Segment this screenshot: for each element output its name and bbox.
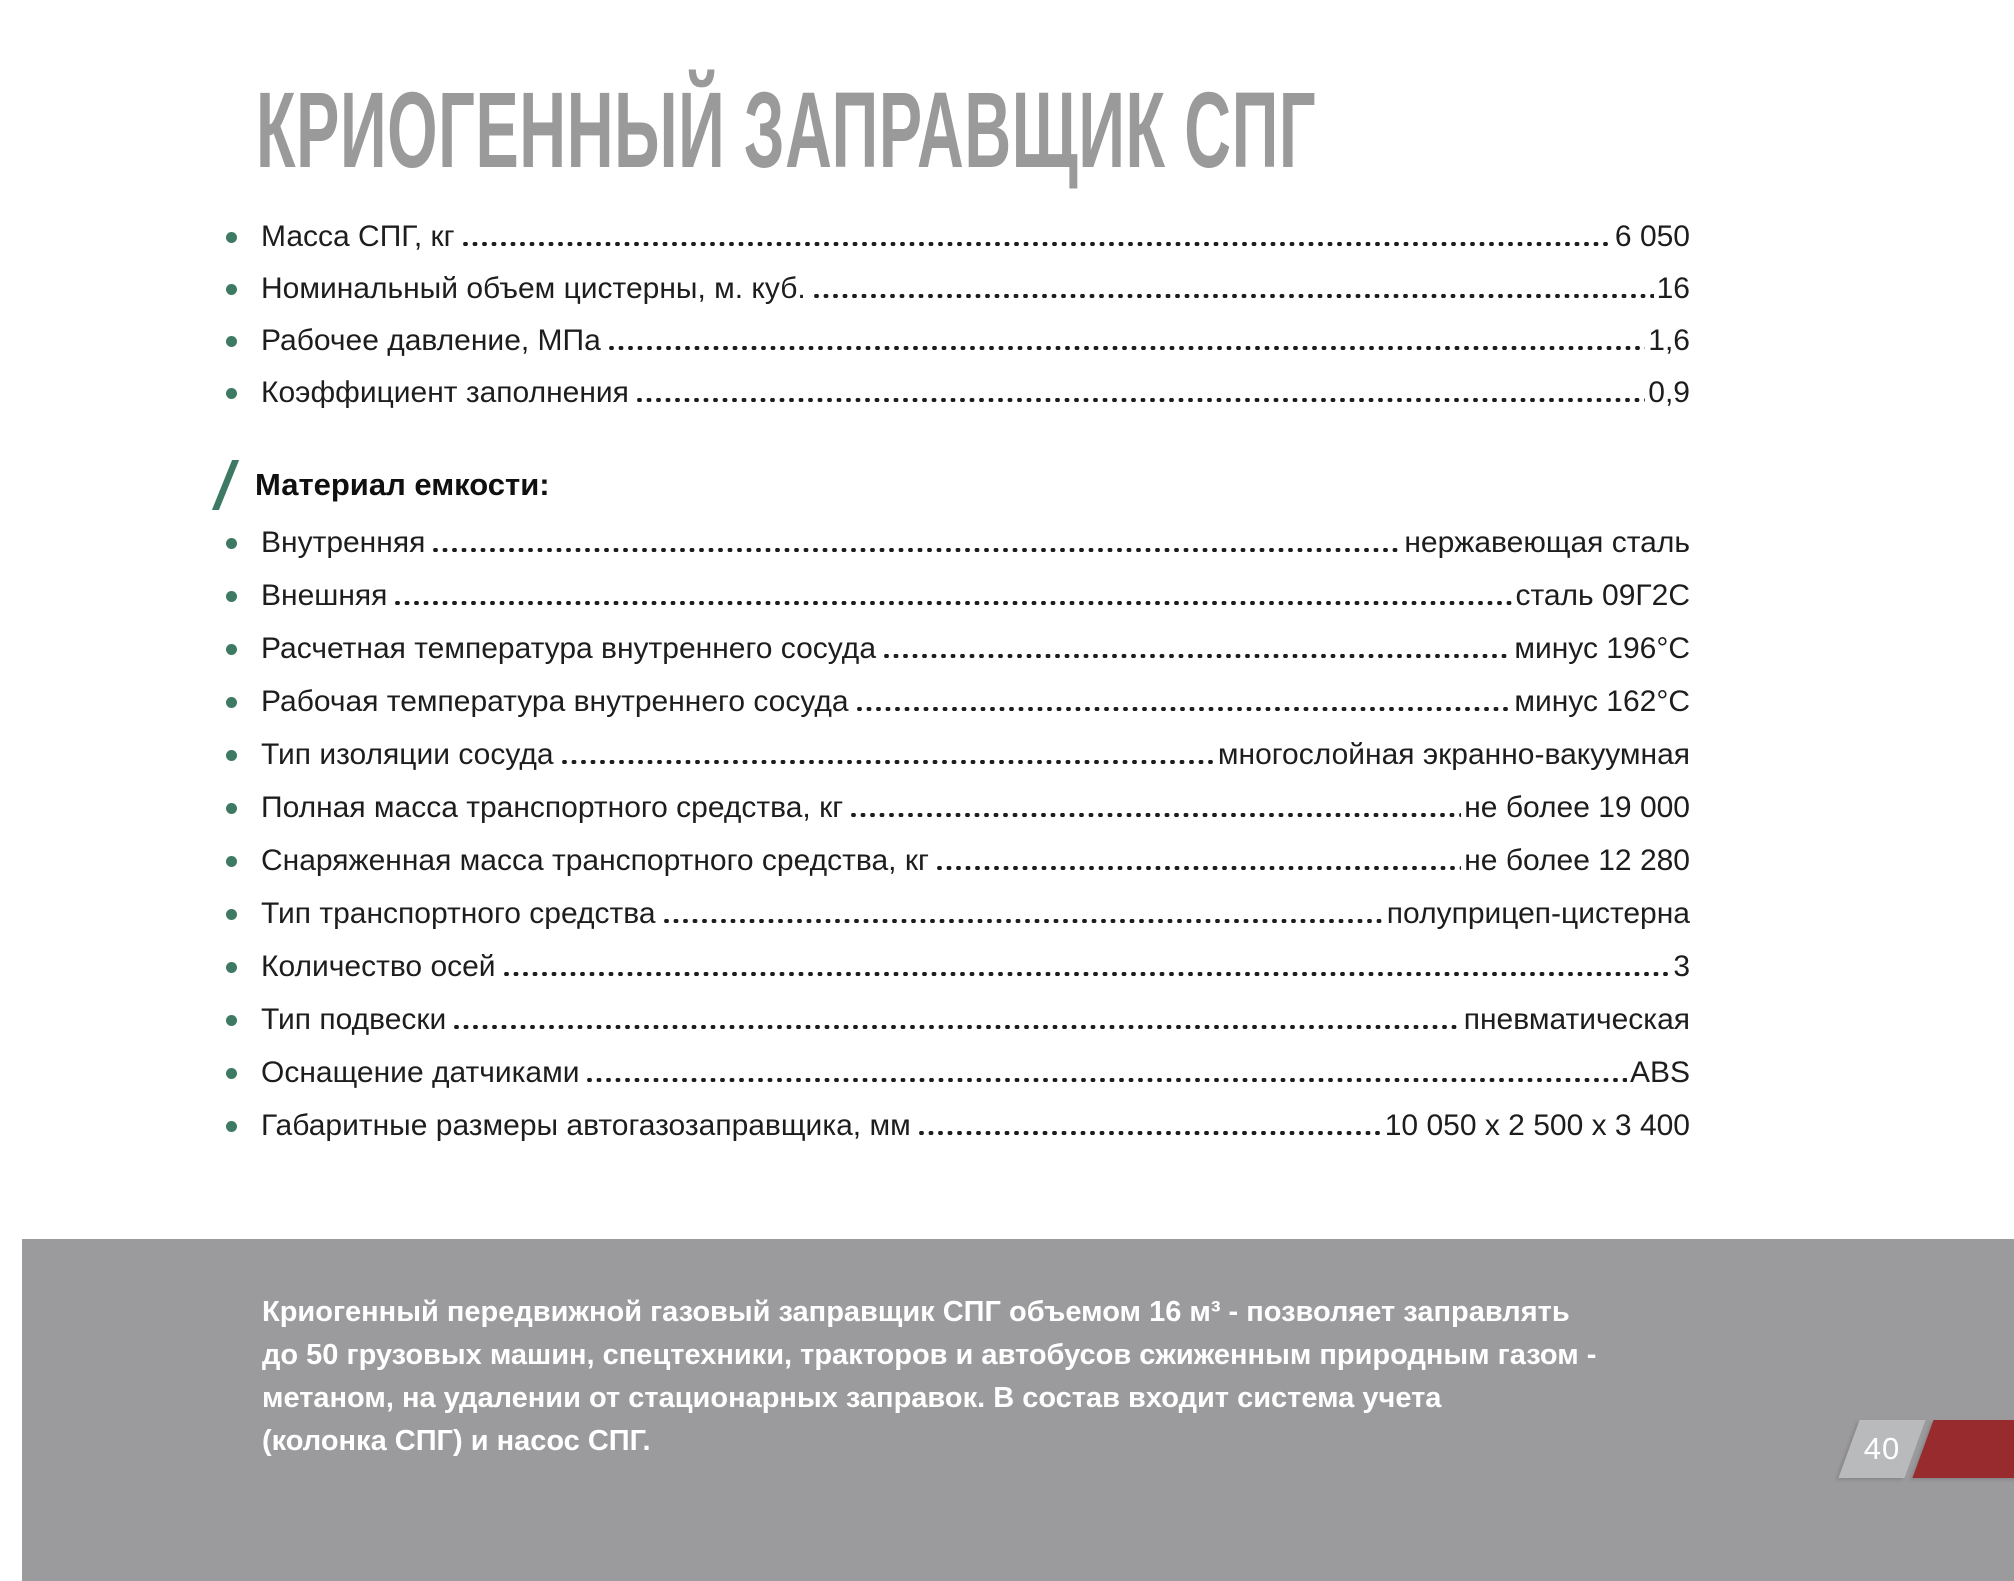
spec-value: полуприцеп-цистерна bbox=[1386, 897, 1690, 930]
dotted-leader bbox=[395, 601, 1512, 605]
page-title: КРИОГЕННЫЙ ЗАПРАВЩИК СПГ bbox=[256, 69, 1317, 190]
spec-row bbox=[226, 1004, 1690, 1036]
spec-row bbox=[226, 325, 1690, 357]
dotted-leader bbox=[504, 972, 1671, 976]
bullet-icon bbox=[226, 232, 237, 243]
spec-value: нержавеющая сталь bbox=[1404, 526, 1690, 559]
dotted-leader bbox=[937, 866, 1461, 870]
dotted-leader bbox=[562, 760, 1215, 764]
bullet-icon bbox=[226, 336, 237, 347]
dotted-leader bbox=[454, 1025, 1460, 1029]
bullet-icon bbox=[226, 856, 237, 867]
bullet-icon bbox=[226, 1068, 237, 1079]
slash-icon bbox=[212, 460, 239, 510]
dotted-leader bbox=[637, 398, 1645, 402]
spec-row bbox=[226, 633, 1690, 665]
dotted-leader bbox=[857, 707, 1512, 711]
bullet-icon bbox=[226, 750, 237, 761]
footer-line: (колонка СПГ) и насос СПГ. bbox=[262, 1425, 651, 1457]
page-number-badge bbox=[1838, 1420, 1925, 1478]
spec-value: 3 bbox=[1673, 950, 1690, 983]
spec-value: сталь 09Г2С bbox=[1515, 579, 1690, 612]
section-header bbox=[222, 456, 550, 514]
spec-row bbox=[226, 377, 1690, 409]
spec-value: минус 196°С bbox=[1514, 632, 1690, 665]
spec-label: Расчетная температура внутреннего сосуда bbox=[261, 632, 876, 665]
spec-row bbox=[226, 580, 1690, 612]
spec-label: Снаряженная масса транспортного средства, кг bbox=[261, 844, 929, 877]
spec-label: Рабочее давление, МПа bbox=[261, 324, 601, 357]
bullet-icon bbox=[226, 284, 237, 295]
spec-row bbox=[226, 273, 1690, 305]
footer-panel bbox=[22, 1239, 2014, 1581]
spec-row bbox=[226, 1057, 1690, 1089]
spec-value: 10 050 х 2 500 х 3 400 bbox=[1384, 1109, 1690, 1142]
dotted-leader bbox=[851, 813, 1461, 817]
spec-row bbox=[226, 686, 1690, 718]
spec-value: не более 12 280 bbox=[1464, 844, 1690, 877]
dotted-leader bbox=[919, 1131, 1382, 1135]
dotted-leader bbox=[433, 548, 1401, 552]
section-heading: Материал емкости: bbox=[255, 467, 550, 502]
spec-value: ABS bbox=[1629, 1056, 1690, 1089]
spec-row bbox=[226, 845, 1690, 877]
spec-row bbox=[226, 792, 1690, 824]
red-accent-shape bbox=[1912, 1420, 2014, 1478]
spec-value: 1,6 bbox=[1648, 324, 1690, 357]
dotted-leader bbox=[814, 294, 1654, 298]
spec-value: не более 19 000 bbox=[1464, 791, 1690, 824]
bullet-icon bbox=[226, 388, 237, 399]
spec-row bbox=[226, 221, 1690, 253]
spec-label: Коэффициент заполнения bbox=[261, 376, 629, 409]
spec-label: Номинальный объем цистерны, м. куб. bbox=[261, 272, 806, 305]
footer-description bbox=[262, 1291, 1782, 1463]
page-number: 40 bbox=[1863, 1431, 1901, 1466]
bullet-icon bbox=[226, 909, 237, 920]
bullet-icon bbox=[226, 803, 237, 814]
footer-line: до 50 грузовых машин, спецтехники, тракторов и автобусов сжиженным природным газом - bbox=[262, 1339, 1597, 1371]
spec-row bbox=[226, 898, 1690, 930]
spec-label: Тип транспортного средства bbox=[261, 897, 656, 930]
spec-row bbox=[226, 739, 1690, 771]
bullet-icon bbox=[226, 1121, 237, 1132]
spec-label: Масса СПГ, кг bbox=[261, 220, 455, 253]
footer-line: метаном, на удалении от стационарных заправок. В состав входит система учета bbox=[262, 1382, 1442, 1414]
bullet-icon bbox=[226, 962, 237, 973]
bullet-icon bbox=[226, 591, 237, 602]
spec-label: Внутренняя bbox=[261, 526, 426, 559]
dotted-leader bbox=[463, 242, 1612, 246]
spec-row bbox=[226, 527, 1690, 559]
spec-label: Полная масса транспортного средства, кг bbox=[261, 791, 844, 824]
bullet-icon bbox=[226, 1015, 237, 1026]
spec-label: Тип подвески bbox=[261, 1003, 447, 1036]
spec-value: 6 050 bbox=[1614, 220, 1690, 253]
dotted-leader bbox=[587, 1078, 1626, 1082]
spec-label: Внешняя bbox=[261, 579, 388, 612]
spec-label: Оснащение датчиками bbox=[261, 1056, 580, 1089]
spec-value: пневматическая bbox=[1463, 1003, 1690, 1036]
spec-list-primary bbox=[226, 221, 1690, 429]
dotted-leader bbox=[609, 346, 1645, 350]
spec-list-material bbox=[226, 527, 1690, 1163]
bullet-icon bbox=[226, 644, 237, 655]
dotted-leader bbox=[884, 654, 1511, 658]
spec-value: 16 bbox=[1656, 272, 1690, 305]
spec-value: многослойная экранно-вакуумная bbox=[1217, 738, 1690, 771]
footer-line: Криогенный передвижной газовый заправщик СПГ объемом 16 м³ - позволяет заправлять bbox=[262, 1296, 1570, 1328]
dotted-leader bbox=[664, 919, 1384, 923]
spec-label: Рабочая температура внутреннего сосуда bbox=[261, 685, 849, 718]
spec-label: Габаритные размеры автогазозаправщика, мм bbox=[261, 1109, 911, 1142]
spec-value: 0,9 bbox=[1648, 376, 1690, 409]
spec-value: минус 162°С bbox=[1514, 685, 1690, 718]
spec-row bbox=[226, 1110, 1690, 1142]
spec-label: Количество осей bbox=[261, 950, 496, 983]
bullet-icon bbox=[226, 697, 237, 708]
spec-label: Тип изоляции сосуда bbox=[261, 738, 554, 771]
bullet-icon bbox=[226, 538, 237, 549]
spec-row bbox=[226, 951, 1690, 983]
